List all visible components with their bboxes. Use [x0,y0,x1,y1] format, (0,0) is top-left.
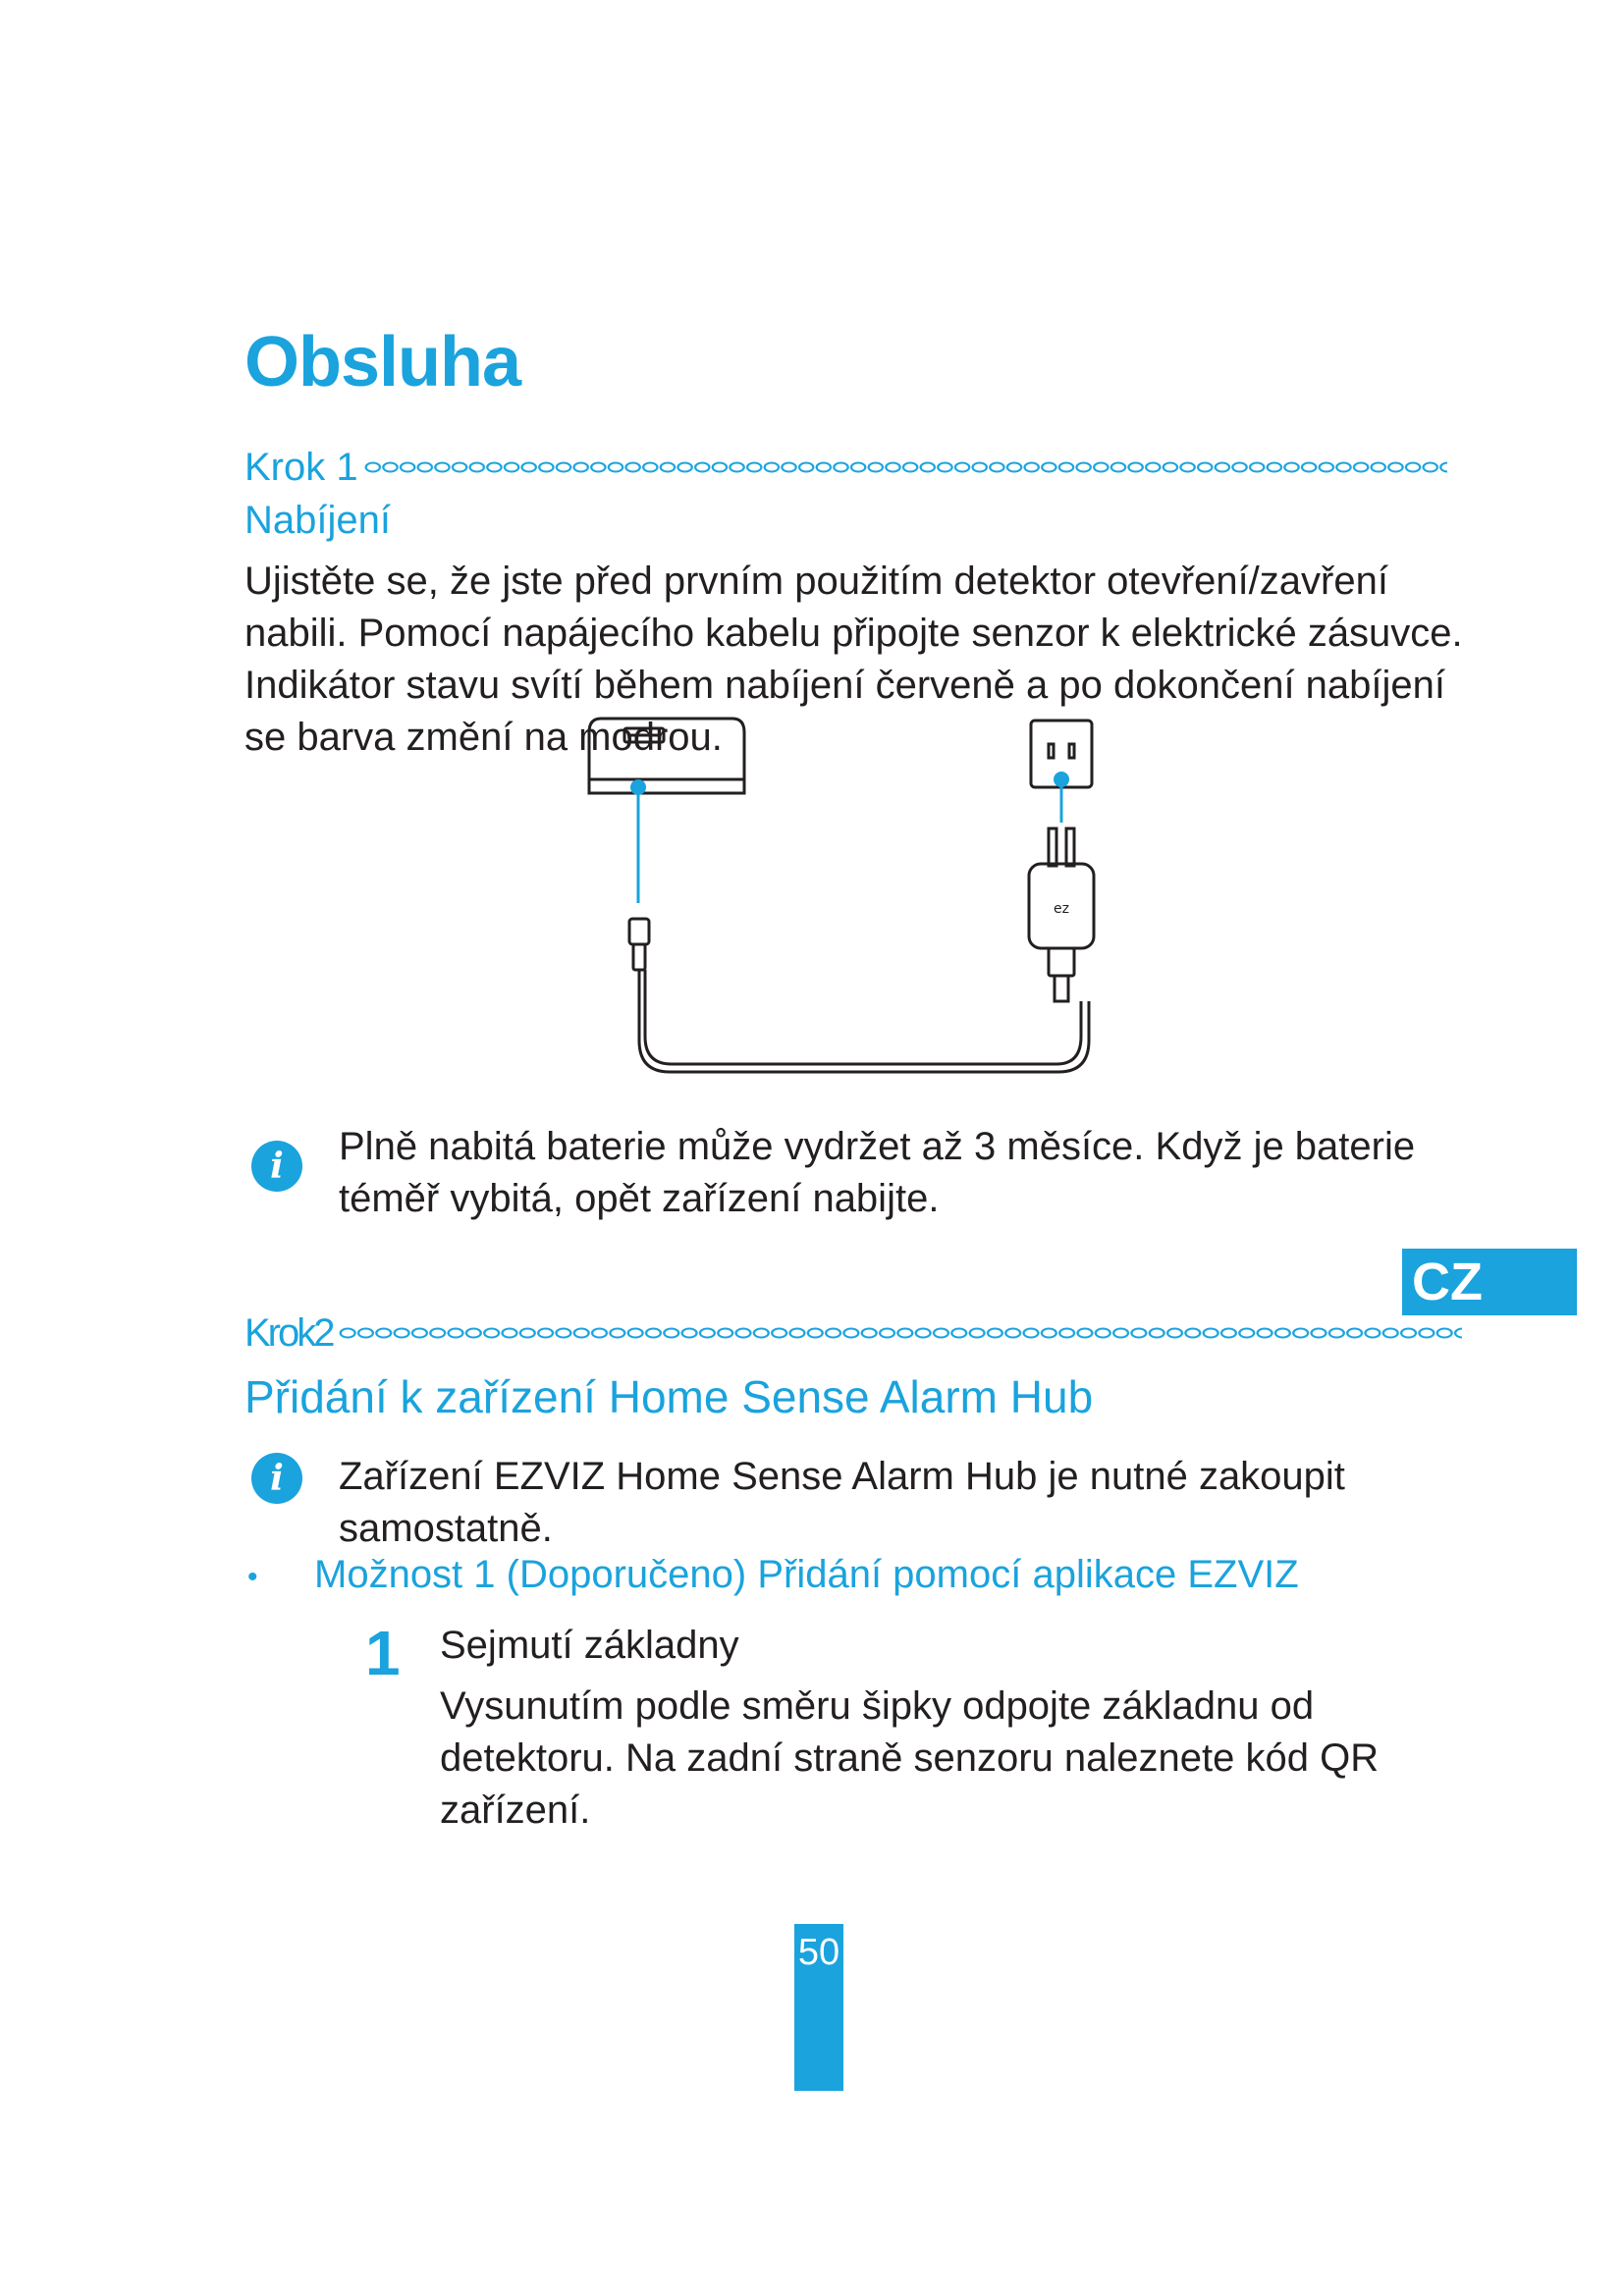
substep-number: 1 [365,1618,401,1688]
substep-body: Vysunutím podle směru šipky odpojte základnu od detektoru. Na zadní straně senzoru naleznete kód QR zařízení. [440,1684,1380,1832]
substep-title: Sejmutí základny [440,1624,739,1667]
option-label: Možnost 1 (Doporučeno) Přidání pomocí aplikace EZVIZ [314,1553,1299,1596]
info-icon: i [251,1141,302,1192]
micro-usb-plug [629,919,1089,1072]
sensor-device [589,719,744,793]
page-title: Obsluha [244,323,521,401]
step1-note: Plně nabitá baterie může vydržet až 3 měsíce. Když je baterie téměř vybitá, opět zařízení nabijte. [339,1125,1416,1220]
step-divider-chain [364,458,1447,476]
step2-label: Krok2 [244,1311,333,1355]
step1-header [244,448,1447,487]
step-divider-chain [339,1324,1463,1342]
step1-subtitle: Nabíjení [244,499,391,542]
step2-note: Zařízení EZVIZ Home Sense Alarm Hub je nutné zakoupit samostatně. [339,1455,1345,1550]
power-adapter [1029,828,1094,1001]
language-tab: CZ [1402,1249,1577,1315]
step1-label: Krok 1 [244,446,358,489]
svg-text:ez: ez [1054,901,1069,917]
step2-subtitle: Přidání k zařízení Home Sense Alarm Hub [244,1371,1094,1422]
page-number: 50 [794,1924,843,2091]
option-bullet: • [247,1561,258,1593]
info-icon: i [251,1453,302,1504]
step1-body: Ujistěte se, že jste před prvním použitím detektor otevření/zavření nabili. Pomocí napájecího kabelu připojte senzor k elektrické zásuvce. Indikátor stavu svítí během nabíjení červeně a po dokončení nabíjení se barva změní na modrou. [244,560,1463,759]
charging-illustration [579,707,1129,1099]
step2-header [244,1313,1462,1353]
